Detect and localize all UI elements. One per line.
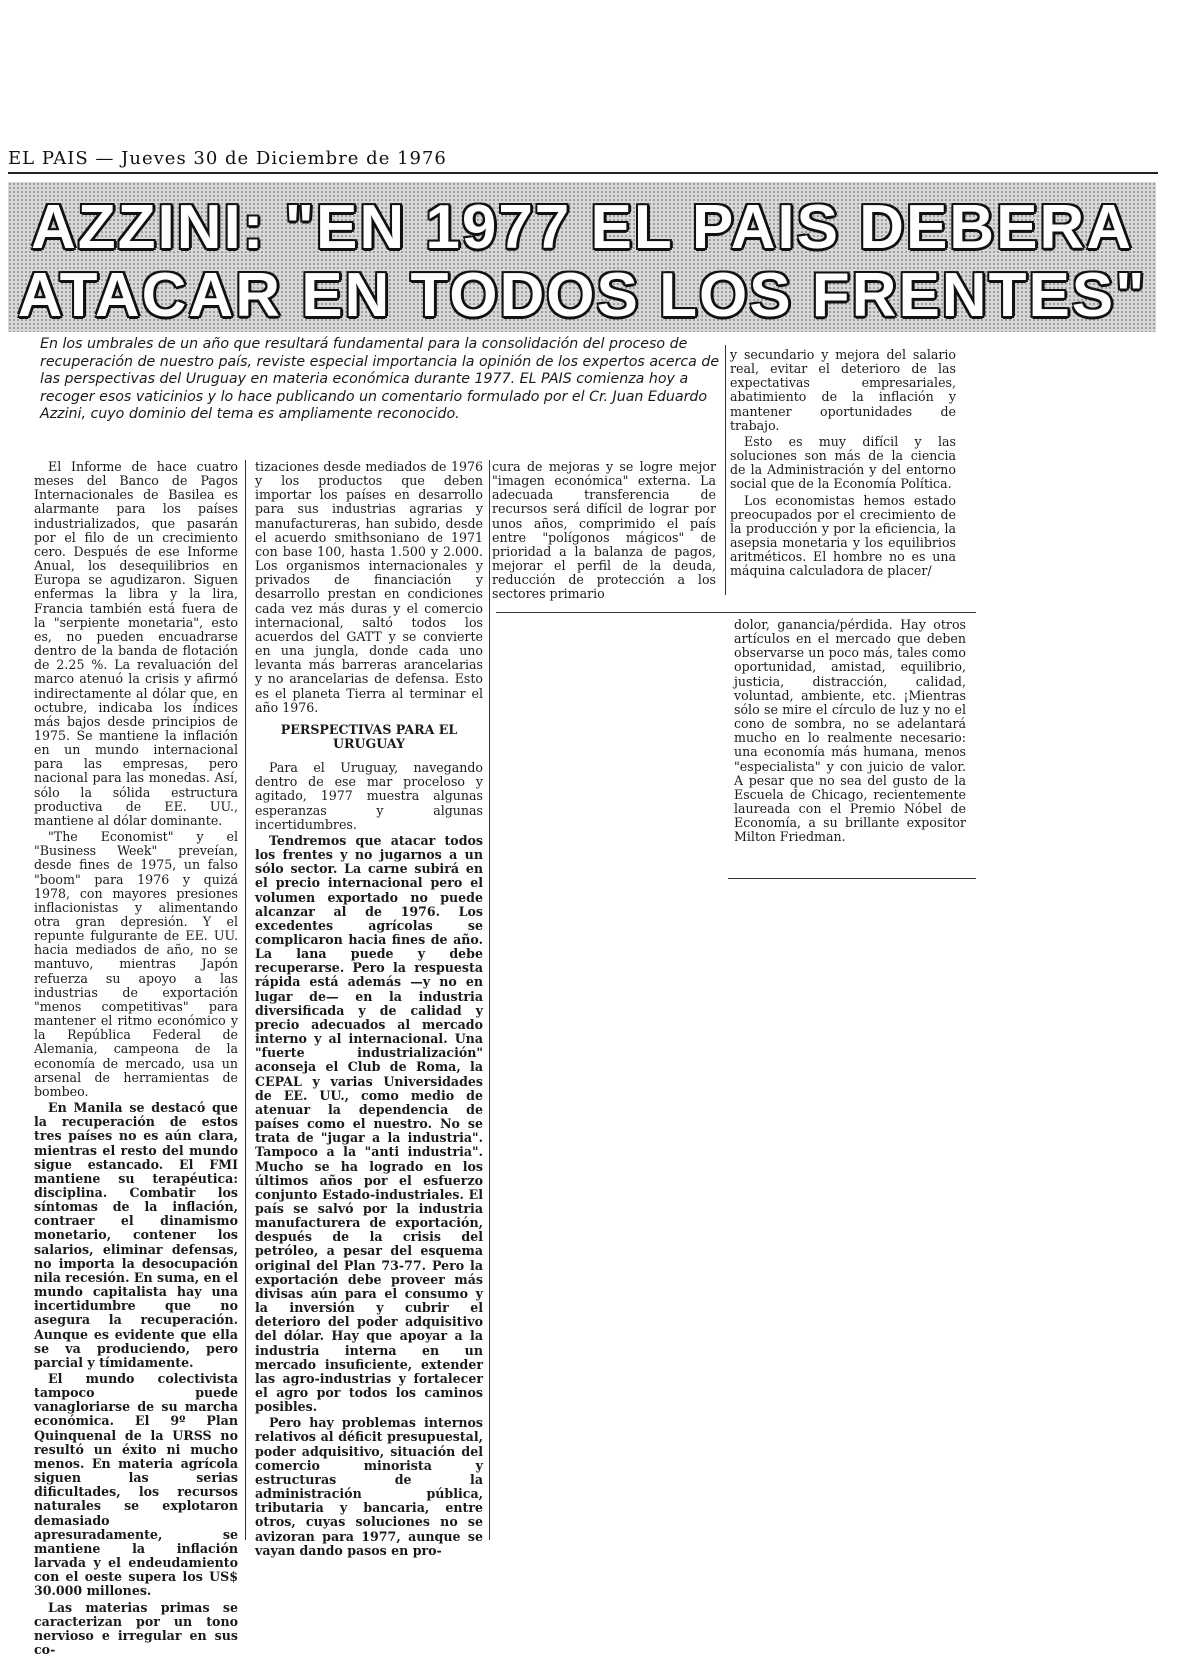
col2-paragraph: Tendremos que atacar todos los frentes y no jugarnos a un sólo sector. La carne subirá en el precio internacional pero el volumen exportado no puede alcanzar al de 1976. Los excedentes agrícolas se complicaron hacia fines de año. La lana puede y debe recuperarse. Pero la respuesta rápida está además —y no en lugar de— en la industria diversificada y de calidad y precio adecuados al mercado interno y al internacional. Una "fuerte industrialización" aconseja el Club de Roma, la CEPAL y varias Universidades de EE. UU., como medio de atenuar la dependencia de países como el nuestro. No se trata de "jugar a la industria". Tampoco a la "anti industria". Mucho se ha logrado en los últimos años por el esfuerzo conjunto Estado-industriales. El país se salvó por la industria manufacturera de exportación, después de la crisis del petróleo, a pesar del esquema original del Plan 73-77. Pero la exportación debe proveer más divisas aún para el consumo y la inversión y cubrir el deterioro del poder adquisitivo del dólar. Hay que apoyar a la industria interna en un mercado insuficiente, extender las agro-industrias y fortalecer el agro por todos los caminos posibles. bbox=[255, 832, 483, 1415]
column-divider bbox=[489, 460, 490, 1540]
col4-paragraph: Los economistas hemos estado preocupados por el crecimiento de la producción y por la eficiencia, la asepsia monetaria y los equilibrios aritméticos. El hombre no es una máquina calculadora de placer/ bbox=[730, 492, 956, 579]
col4-paragraph: y secundario y mejora del salario real, evitar el deterioro de las expectativas empresariales, abatimiento de la inflación y mantener oportunidades de trabajo. bbox=[730, 347, 956, 433]
column-divider bbox=[725, 345, 726, 595]
col1-paragraph: El Informe de hace cuatro meses del Banco de Pagos Internacionales de Basilea es alarmante para los países industrializados, que pasarán por el filo de un crecimiento cero. Después de ese Informe Anual, los desequilibrios en Europa se agudizaron. Siguen enfermas la libra y la lira, Francia también está fuera de la "serpiente monetaria", esto es, no pueden encuadrarse dentro de la banda de flotación de 2.25 %. La revaluación del marco atenuó la crisis y afirmó indirectamente al dólar que, en octubre, indicaba los índices más bajos desde principios de 1975. Se mantiene la inflación en un mundo internacional para las empresas, pero nacional para las monedas. Así, sólo la sólida estructura productiva de EE. UU., mantiene al dólar dominante. bbox=[34, 459, 238, 828]
lead-paragraph: En los umbrales de un año que resultará fundamental para la consolidación del proceso de recuperación de nuestro país, reviste especial importancia la opinión de los expertos acerca de las perspectivas del Uruguay en materia económica durante 1977. EL PAIS comienza hoy a recoger esos vaticinios y lo hace publicando un comentario formulado por el Cr. Juan Eduardo Azzini, cuyo dominio del tema es ampliamente reconocido. bbox=[40, 336, 720, 423]
col1-paragraph: "The Economist" y el "Business Week" preveían, desde fines de 1975, un falso "boom" para 1976 y quizá 1978, con mayores presiones inflacionistas y alimentando otra gran depresión. Y el repunte fulgurante de EE. UU. hacia mediados de año, no se mantuvo, mientras Japón refuerza su apoyo a las industrias de exportación "menos competitivas" para mantener el ritmo económico y la República Federal de Alemania, campeona de la economía de mercado, usa un arsenal de herramientas de bombeo. bbox=[34, 829, 238, 1099]
headline-line-1: AZZINI: "EN 1977 EL PAIS DEBERA bbox=[31, 193, 1133, 262]
col1-paragraph: Las materias primas se caracterizan por un tono nervioso e irregular en sus co- bbox=[34, 1599, 238, 1657]
headline-line-2: ATACAR EN TODOS LOS FRENTES" bbox=[17, 261, 1147, 330]
section-divider bbox=[496, 612, 976, 613]
col5-paragraph: dolor, ganancia/pérdida. Hay otros artículos en el mercado que deben observarse un poco más, tales como oportunidad, amistad, equilibrio, justicia, distracción, calidad, voluntad, ambiente, etc. ¡Mientras sólo se mire el círculo de luz y no el cono de sombra, no se adelantará mucho en lo realmente necesario: una economía más humana, menos "especialista" y con juicio de valor. A pesar que no sea del gusto de la Escuela de Chicago, recientemente laureada con el Premio Nóbel de Economía, a su brillante expositor Milton Friedman. bbox=[734, 617, 966, 845]
col4-paragraph: Esto es muy difícil y las soluciones son más de la ciencia de la Administración y del entorno social que de la Economía Política. bbox=[730, 433, 956, 492]
col1-paragraph: En Manila se destacó que la recuperación de estos tres países no es aún clara, mientras el resto del mundo sigue estancado. El FMI mantiene su terapéutica: disciplina. Combatir los síntomas de la inflación, contraer el dinamismo monetario, contener los salarios, eliminar defensas, no importa la desocupación nila recesión. En suma, en el mundo capitalista hay una incertidumbre que no asegura la recuperación. Aunque es evidente que ella se va produciendo, pero parcial y tímidamente. bbox=[34, 1100, 238, 1370]
col2-paragraph: Pero hay problemas internos relativos al déficit presupuestal, poder adquisitivo, situación del comercio minorista y estructuras de la administración pública, tributaria y bancaria, entre otros, cuyas soluciones no se avizoran para 1977, aunque se vayan dando pasos en pro- bbox=[255, 1415, 483, 1558]
col1-paragraph: El mundo colectivista tampoco puede vanagloriarse de su marcha económica. El 9º Plan Quinquenal de la URSS no resultó un éxito ni mucho menos. En materia agrícola siguen las serias dificultades, los recursos naturales se explotaron demasiado apresuradamente, se mantiene la inflación larvada y el endeudamiento con el oeste supera los US$ 30.000 millones. bbox=[34, 1371, 238, 1599]
col2-paragraph: tizaciones desde mediados de 1976 y los productos que deben importar los países en desarrollo para sus industrias agrarias y manufactureras, han subido, desde el acuerdo smithsoniano de 1971 con base 100, hasta 1.500 y 2.000. Los organismos internacionales y privados de financiación y desarrollo prestan en condiciones cada vez más duras y el comercio internacional, saltó todos los acuerdos del GATT y se convierte en una jungla, donde cada uno levanta más barreras arancelarias y no arancelarias de defensa. Esto es el planeta Tierra al terminar el año 1976. bbox=[255, 459, 483, 715]
column-5 bbox=[734, 618, 966, 847]
col3-paragraph: cura de mejoras y se logre mejor "imagen económica" externa. La adecuada transferencia de recursos será difícil de lograr por unos años, comprimido el país entre "polígonos mágicos" de prioridad a la balanza de pagos, mejorar el perfil de la deuda, reducción de protección a los sectores primario bbox=[492, 459, 716, 602]
column-4 bbox=[730, 348, 956, 581]
section-divider bbox=[728, 878, 976, 879]
col2-paragraph: Para el Uruguay, navegando dentro de ese mar proceloso y agitado, 1977 muestra algunas esperanzas y algunas incertidumbres. bbox=[255, 760, 483, 832]
top-rule bbox=[8, 172, 1158, 174]
headline-banner bbox=[8, 182, 1156, 332]
dateline: EL PAIS — Jueves 30 de Diciembre de 1976 bbox=[8, 148, 447, 169]
column-3 bbox=[492, 460, 716, 604]
column-2 bbox=[255, 460, 483, 1560]
column-divider bbox=[245, 460, 246, 1540]
subhead: PERSPECTIVAS PARA EL URUGUAY bbox=[280, 721, 458, 751]
column-1 bbox=[34, 460, 238, 1659]
